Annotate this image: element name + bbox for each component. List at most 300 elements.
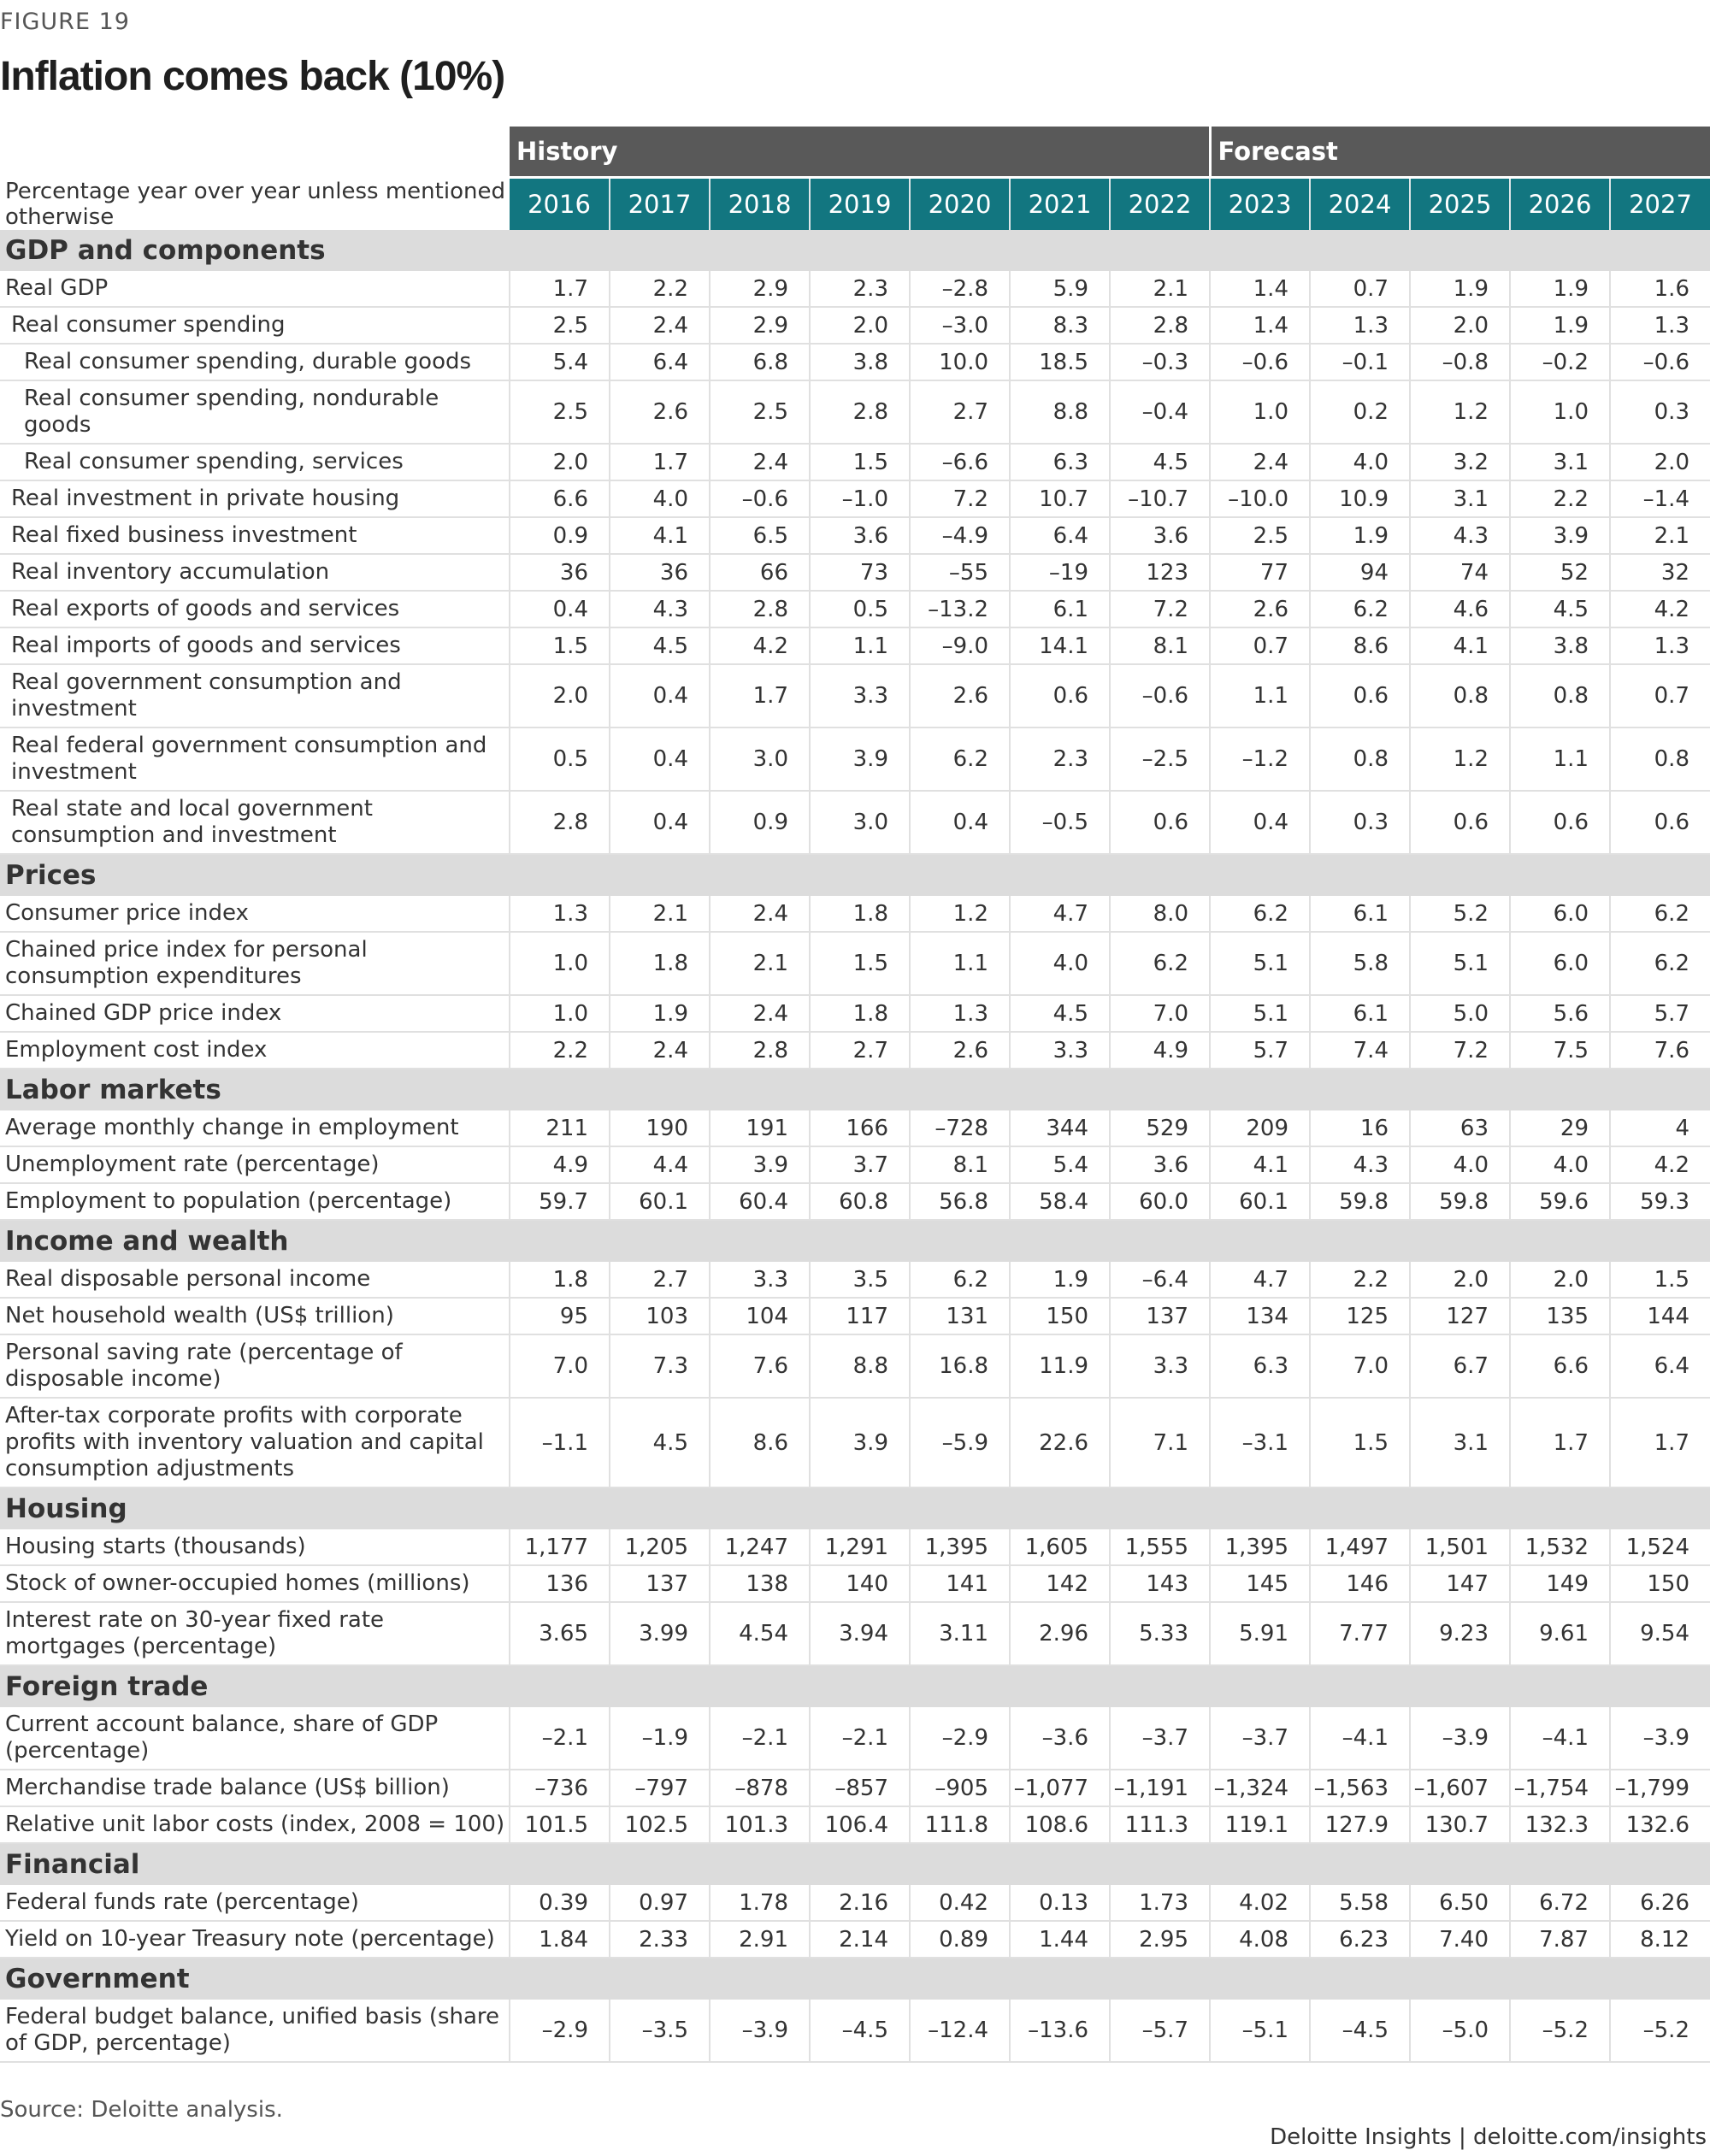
value-cell: 11.9 bbox=[1010, 1334, 1110, 1398]
value-cell: –0.8 bbox=[1410, 344, 1510, 380]
value-cell: 4.2 bbox=[1610, 591, 1710, 627]
value-cell: 5.33 bbox=[1110, 1602, 1210, 1665]
value-cell: 7.3 bbox=[610, 1334, 710, 1398]
value-cell: –1.9 bbox=[610, 1707, 710, 1770]
value-cell: –1.1 bbox=[510, 1398, 610, 1487]
value-cell: 2.5 bbox=[710, 380, 810, 444]
value-cell: 0.7 bbox=[1210, 627, 1310, 664]
value-cell: –0.1 bbox=[1310, 344, 1410, 380]
value-cell: 0.3 bbox=[1310, 791, 1410, 854]
value-cell: 3.2 bbox=[1410, 444, 1510, 480]
value-cell: 7.5 bbox=[1510, 1032, 1610, 1069]
value-cell: –10.0 bbox=[1210, 480, 1310, 517]
table-row bbox=[0, 307, 1710, 344]
value-cell: 2.0 bbox=[1410, 307, 1510, 344]
value-cell: 3.9 bbox=[810, 728, 910, 791]
section-title: Financial bbox=[0, 1843, 1710, 1885]
value-cell: –3.7 bbox=[1110, 1707, 1210, 1770]
value-cell: 8.8 bbox=[1010, 380, 1110, 444]
row-label: Federal budget balance, unified basis (share of GDP, percentage) bbox=[0, 2000, 510, 2062]
value-cell: 4.7 bbox=[1210, 1262, 1310, 1298]
figure-title: Inflation comes back (10%) bbox=[0, 54, 505, 99]
value-cell: –0.5 bbox=[1010, 791, 1110, 854]
row-label: Chained GDP price index bbox=[0, 995, 510, 1032]
value-cell: 1.8 bbox=[510, 1262, 610, 1298]
value-cell: 2.8 bbox=[810, 380, 910, 444]
value-cell: 6.2 bbox=[1610, 932, 1710, 995]
value-cell: 1.0 bbox=[510, 932, 610, 995]
value-cell: 3.9 bbox=[1510, 517, 1610, 554]
value-cell: 130.7 bbox=[1410, 1806, 1510, 1843]
value-cell: 8.6 bbox=[710, 1398, 810, 1487]
value-cell: 0.4 bbox=[1210, 791, 1310, 854]
value-cell: 2.0 bbox=[810, 307, 910, 344]
section-title: Housing bbox=[0, 1487, 1710, 1529]
value-cell: 1.7 bbox=[1610, 1398, 1710, 1487]
value-cell: 6.2 bbox=[1310, 591, 1410, 627]
value-cell: –3.1 bbox=[1210, 1398, 1310, 1487]
value-cell: 36 bbox=[610, 554, 710, 591]
row-label: Real inventory accumulation bbox=[0, 554, 510, 591]
table-row bbox=[0, 271, 1710, 307]
value-cell: 8.6 bbox=[1310, 627, 1410, 664]
value-cell: 101.5 bbox=[510, 1806, 610, 1843]
value-cell: 4.3 bbox=[610, 591, 710, 627]
value-cell: 0.5 bbox=[510, 728, 610, 791]
value-cell: 102.5 bbox=[610, 1806, 710, 1843]
value-cell: 4.7 bbox=[1010, 896, 1110, 932]
value-cell: 125 bbox=[1310, 1298, 1410, 1334]
value-cell: 2.91 bbox=[710, 1921, 810, 1958]
value-cell: 6.2 bbox=[910, 728, 1010, 791]
value-cell: 66 bbox=[710, 554, 810, 591]
row-label: Real fixed business investment bbox=[0, 517, 510, 554]
value-cell: 127 bbox=[1410, 1298, 1510, 1334]
value-cell: 8.3 bbox=[1010, 307, 1110, 344]
value-cell: 4.1 bbox=[1210, 1146, 1310, 1183]
value-cell: 7.2 bbox=[1110, 591, 1210, 627]
value-cell: 191 bbox=[710, 1110, 810, 1146]
value-cell: 16 bbox=[1310, 1110, 1410, 1146]
row-label: Real consumer spending bbox=[0, 307, 510, 344]
value-cell: 2.9 bbox=[710, 271, 810, 307]
table-row bbox=[0, 1110, 1710, 1146]
year-header: 2022 bbox=[1110, 178, 1210, 231]
value-cell: 2.2 bbox=[1310, 1262, 1410, 1298]
value-cell: 60.8 bbox=[810, 1183, 910, 1220]
value-cell: 1.1 bbox=[810, 627, 910, 664]
value-cell: 147 bbox=[1410, 1565, 1510, 1602]
value-cell: 2.6 bbox=[610, 380, 710, 444]
section-title: Government bbox=[0, 1958, 1710, 2000]
value-cell: 2.4 bbox=[710, 444, 810, 480]
value-cell: 2.0 bbox=[510, 664, 610, 728]
value-cell: 1.9 bbox=[610, 995, 710, 1032]
table-row bbox=[0, 344, 1710, 380]
value-cell: 59.8 bbox=[1310, 1183, 1410, 1220]
value-cell: 59.7 bbox=[510, 1183, 610, 1220]
value-cell: 1,532 bbox=[1510, 1529, 1610, 1565]
value-cell: 0.3 bbox=[1610, 380, 1710, 444]
row-label: Current account balance, share of GDP (percentage) bbox=[0, 1707, 510, 1770]
value-cell: 4.5 bbox=[610, 627, 710, 664]
value-cell: –5.7 bbox=[1110, 2000, 1210, 2062]
value-cell: 1.0 bbox=[1510, 380, 1610, 444]
value-cell: 0.8 bbox=[1310, 728, 1410, 791]
value-cell: 7.77 bbox=[1310, 1602, 1410, 1665]
value-cell: 0.4 bbox=[510, 591, 610, 627]
value-cell: 4.9 bbox=[510, 1146, 610, 1183]
value-cell: 3.1 bbox=[1410, 480, 1510, 517]
period-header-row bbox=[0, 127, 1710, 178]
value-cell: 59.3 bbox=[1610, 1183, 1710, 1220]
value-cell: 18.5 bbox=[1010, 344, 1110, 380]
value-cell: 60.0 bbox=[1110, 1183, 1210, 1220]
value-cell: 1.8 bbox=[810, 896, 910, 932]
value-cell: 3.3 bbox=[1010, 1032, 1110, 1069]
value-cell: –2.1 bbox=[810, 1707, 910, 1770]
value-cell: 2.0 bbox=[510, 444, 610, 480]
row-label: Personal saving rate (percentage of disposable income) bbox=[0, 1334, 510, 1398]
value-cell: 1,497 bbox=[1310, 1529, 1410, 1565]
value-cell: 1.9 bbox=[1510, 271, 1610, 307]
value-cell: 74 bbox=[1410, 554, 1510, 591]
value-cell: 119.1 bbox=[1210, 1806, 1310, 1843]
value-cell: 166 bbox=[810, 1110, 910, 1146]
value-cell: 1.5 bbox=[510, 627, 610, 664]
value-cell: 7.87 bbox=[1510, 1921, 1610, 1958]
value-cell: 6.2 bbox=[910, 1262, 1010, 1298]
value-cell: 1.2 bbox=[910, 896, 1010, 932]
value-cell: –728 bbox=[910, 1110, 1010, 1146]
year-header: 2025 bbox=[1410, 178, 1510, 231]
value-cell: 77 bbox=[1210, 554, 1310, 591]
row-label: Real state and local government consumption and investment bbox=[0, 791, 510, 854]
credit-line: Deloitte Insights | deloitte.com/insights bbox=[1270, 2124, 1707, 2150]
value-cell: –5.2 bbox=[1610, 2000, 1710, 2062]
value-cell: 2.8 bbox=[510, 791, 610, 854]
value-cell: 127.9 bbox=[1310, 1806, 1410, 1843]
value-cell: 4.0 bbox=[1410, 1146, 1510, 1183]
value-cell: –905 bbox=[910, 1770, 1010, 1806]
table-row bbox=[0, 1565, 1710, 1602]
value-cell: 5.0 bbox=[1410, 995, 1510, 1032]
value-cell: 138 bbox=[710, 1565, 810, 1602]
value-cell: 4.3 bbox=[1410, 517, 1510, 554]
value-cell: 1.3 bbox=[510, 896, 610, 932]
value-cell: 4.54 bbox=[710, 1602, 810, 1665]
value-cell: 1.1 bbox=[1510, 728, 1610, 791]
year-header: 2020 bbox=[910, 178, 1010, 231]
value-cell: 6.1 bbox=[1010, 591, 1110, 627]
value-cell: 4.5 bbox=[1510, 591, 1610, 627]
value-cell: 6.1 bbox=[1310, 896, 1410, 932]
value-cell: 211 bbox=[510, 1110, 610, 1146]
figure-label: FIGURE 19 bbox=[0, 9, 130, 35]
row-label: Chained price index for personal consumption expenditures bbox=[0, 932, 510, 995]
period-header-spacer bbox=[0, 127, 510, 178]
value-cell: 59.6 bbox=[1510, 1183, 1610, 1220]
value-cell: 1.7 bbox=[1510, 1398, 1610, 1487]
table-row bbox=[0, 1398, 1710, 1487]
year-header: 2016 bbox=[510, 178, 610, 231]
table-row bbox=[0, 380, 1710, 444]
value-cell: 2.4 bbox=[610, 1032, 710, 1069]
value-cell: 1.5 bbox=[810, 444, 910, 480]
value-cell: 1.4 bbox=[1210, 271, 1310, 307]
value-cell: 123 bbox=[1110, 554, 1210, 591]
row-label: Employment to population (percentage) bbox=[0, 1183, 510, 1220]
value-cell: 0.4 bbox=[610, 791, 710, 854]
value-cell: –1,324 bbox=[1210, 1770, 1310, 1806]
value-cell: 5.1 bbox=[1410, 932, 1510, 995]
value-cell: 140 bbox=[810, 1565, 910, 1602]
row-label: Real consumer spending, nondurable goods bbox=[0, 380, 510, 444]
value-cell: 60.1 bbox=[1210, 1183, 1310, 1220]
value-cell: 3.9 bbox=[810, 1398, 910, 1487]
value-cell: 6.0 bbox=[1510, 932, 1610, 995]
table-row bbox=[0, 1921, 1710, 1958]
value-cell: –5.9 bbox=[910, 1398, 1010, 1487]
value-cell: 3.1 bbox=[1510, 444, 1610, 480]
table-row bbox=[0, 1183, 1710, 1220]
table-row bbox=[0, 728, 1710, 791]
value-cell: –6.6 bbox=[910, 444, 1010, 480]
value-cell: 7.2 bbox=[910, 480, 1010, 517]
year-header-row bbox=[0, 178, 1710, 231]
table-row bbox=[0, 1806, 1710, 1843]
value-cell: 1.7 bbox=[610, 444, 710, 480]
value-cell: 5.91 bbox=[1210, 1602, 1310, 1665]
year-header: 2019 bbox=[810, 178, 910, 231]
value-cell: 1.0 bbox=[510, 995, 610, 1032]
value-cell: –1.0 bbox=[810, 480, 910, 517]
value-cell: 106.4 bbox=[810, 1806, 910, 1843]
value-cell: 3.6 bbox=[1110, 1146, 1210, 1183]
value-cell: 3.7 bbox=[810, 1146, 910, 1183]
value-cell: 6.72 bbox=[1510, 1885, 1610, 1921]
value-cell: 3.65 bbox=[510, 1602, 610, 1665]
row-label: Relative unit labor costs (index, 2008 = 100) bbox=[0, 1806, 510, 1843]
value-cell: 111.3 bbox=[1110, 1806, 1210, 1843]
value-cell: 3.8 bbox=[1510, 627, 1610, 664]
value-cell: 6.6 bbox=[510, 480, 610, 517]
value-cell: –6.4 bbox=[1110, 1262, 1210, 1298]
row-label: Interest rate on 30-year fixed rate mortgages (percentage) bbox=[0, 1602, 510, 1665]
value-cell: 6.3 bbox=[1210, 1334, 1310, 1398]
value-cell: 2.4 bbox=[710, 995, 810, 1032]
value-cell: 0.7 bbox=[1610, 664, 1710, 728]
value-cell: –55 bbox=[910, 554, 1010, 591]
row-label: Stock of owner-occupied homes (millions) bbox=[0, 1565, 510, 1602]
value-cell: 150 bbox=[1610, 1565, 1710, 1602]
table-row bbox=[0, 896, 1710, 932]
value-cell: 134 bbox=[1210, 1298, 1310, 1334]
value-cell: –13.6 bbox=[1010, 2000, 1110, 2062]
value-cell: 2.5 bbox=[1210, 517, 1310, 554]
value-cell: 4 bbox=[1610, 1110, 1710, 1146]
value-cell: 0.6 bbox=[1010, 664, 1110, 728]
value-cell: 5.1 bbox=[1210, 932, 1310, 995]
value-cell: 1.3 bbox=[1610, 307, 1710, 344]
value-cell: 1.5 bbox=[810, 932, 910, 995]
value-cell: –2.9 bbox=[910, 1707, 1010, 1770]
value-cell: –1,607 bbox=[1410, 1770, 1510, 1806]
value-cell: –0.6 bbox=[1210, 344, 1310, 380]
value-cell: 1,291 bbox=[810, 1529, 910, 1565]
value-cell: 6.6 bbox=[1510, 1334, 1610, 1398]
value-cell: 5.4 bbox=[510, 344, 610, 380]
value-cell: –12.4 bbox=[910, 2000, 1010, 2062]
table-row bbox=[0, 1146, 1710, 1183]
year-header: 2024 bbox=[1310, 178, 1410, 231]
value-cell: 2.0 bbox=[1410, 1262, 1510, 1298]
value-cell: 4.0 bbox=[1310, 444, 1410, 480]
value-cell: –2.1 bbox=[710, 1707, 810, 1770]
value-cell: 0.8 bbox=[1610, 728, 1710, 791]
value-cell: 1.9 bbox=[1010, 1262, 1110, 1298]
section-header-row bbox=[0, 230, 1710, 271]
value-cell: 1.2 bbox=[1410, 380, 1510, 444]
value-cell: 60.1 bbox=[610, 1183, 710, 1220]
value-cell: 0.89 bbox=[910, 1921, 1010, 1958]
value-cell: –3.7 bbox=[1210, 1707, 1310, 1770]
value-cell: 137 bbox=[610, 1565, 710, 1602]
row-label: Merchandise trade balance (US$ billion) bbox=[0, 1770, 510, 1806]
table-row bbox=[0, 480, 1710, 517]
table-row bbox=[0, 1602, 1710, 1665]
value-cell: 2.2 bbox=[610, 271, 710, 307]
value-cell: 0.9 bbox=[510, 517, 610, 554]
value-cell: 4.9 bbox=[1110, 1032, 1210, 1069]
value-cell: 0.4 bbox=[610, 728, 710, 791]
value-cell: –1.4 bbox=[1610, 480, 1710, 517]
value-cell: 144 bbox=[1610, 1298, 1710, 1334]
value-cell: 4.08 bbox=[1210, 1921, 1310, 1958]
value-cell: –5.2 bbox=[1510, 2000, 1610, 2062]
value-cell: 2.16 bbox=[810, 1885, 910, 1921]
value-cell: 10.9 bbox=[1310, 480, 1410, 517]
value-cell: 52 bbox=[1510, 554, 1610, 591]
table-row bbox=[0, 627, 1710, 664]
value-cell: 1,395 bbox=[1210, 1529, 1310, 1565]
value-cell: 1.44 bbox=[1010, 1921, 1110, 1958]
row-label: Average monthly change in employment bbox=[0, 1110, 510, 1146]
value-cell: 5.9 bbox=[1010, 271, 1110, 307]
value-cell: 1.9 bbox=[1510, 307, 1610, 344]
value-cell: 2.6 bbox=[1210, 591, 1310, 627]
value-cell: –1,077 bbox=[1010, 1770, 1110, 1806]
value-cell: –2.1 bbox=[510, 1707, 610, 1770]
value-cell: 95 bbox=[510, 1298, 610, 1334]
value-cell: 6.1 bbox=[1310, 995, 1410, 1032]
year-header: 2026 bbox=[1510, 178, 1610, 231]
value-cell: 1.8 bbox=[610, 932, 710, 995]
value-cell: 111.8 bbox=[910, 1806, 1010, 1843]
value-cell: 1,501 bbox=[1410, 1529, 1510, 1565]
value-cell: 145 bbox=[1210, 1565, 1310, 1602]
value-cell: 1.9 bbox=[1310, 517, 1410, 554]
value-cell: 7.0 bbox=[1110, 995, 1210, 1032]
table-row bbox=[0, 932, 1710, 995]
value-cell: 6.3 bbox=[1010, 444, 1110, 480]
value-cell: –2.5 bbox=[1110, 728, 1210, 791]
history-header: History bbox=[510, 127, 1210, 178]
value-cell: 0.8 bbox=[1410, 664, 1510, 728]
value-cell: –13.2 bbox=[910, 591, 1010, 627]
value-cell: –3.5 bbox=[610, 2000, 710, 2062]
value-cell: 2.0 bbox=[1510, 1262, 1610, 1298]
section-header-row bbox=[0, 1958, 1710, 2000]
table-row bbox=[0, 444, 1710, 480]
value-cell: 149 bbox=[1510, 1565, 1610, 1602]
value-cell: 5.7 bbox=[1610, 995, 1710, 1032]
value-cell: 2.1 bbox=[710, 932, 810, 995]
value-cell: 9.23 bbox=[1410, 1602, 1510, 1665]
section-header-row bbox=[0, 1220, 1710, 1262]
table-row bbox=[0, 1707, 1710, 1770]
value-cell: 4.3 bbox=[1310, 1146, 1410, 1183]
value-cell: 2.2 bbox=[1510, 480, 1610, 517]
value-cell: –3.9 bbox=[710, 2000, 810, 2062]
section-title: Labor markets bbox=[0, 1069, 1710, 1110]
value-cell: 59.8 bbox=[1410, 1183, 1510, 1220]
row-label: Federal funds rate (percentage) bbox=[0, 1885, 510, 1921]
year-header: 2023 bbox=[1210, 178, 1310, 231]
value-cell: 7.0 bbox=[1310, 1334, 1410, 1398]
section-header-row bbox=[0, 1069, 1710, 1110]
table-row bbox=[0, 2000, 1710, 2062]
value-cell: 141 bbox=[910, 1565, 1010, 1602]
value-cell: 6.5 bbox=[710, 517, 810, 554]
value-cell: 8.1 bbox=[910, 1146, 1010, 1183]
value-cell: 6.0 bbox=[1510, 896, 1610, 932]
value-cell: 146 bbox=[1310, 1565, 1410, 1602]
row-label: Yield on 10-year Treasury note (percentage) bbox=[0, 1921, 510, 1958]
value-cell: 4.0 bbox=[1510, 1146, 1610, 1183]
value-cell: 2.7 bbox=[910, 380, 1010, 444]
value-cell: –4.1 bbox=[1310, 1707, 1410, 1770]
value-cell: 22.6 bbox=[1010, 1398, 1110, 1487]
row-label: After-tax corporate profits with corporate profits with inventory valuation and capital consumption adjustments bbox=[0, 1398, 510, 1487]
section-header-row bbox=[0, 1665, 1710, 1707]
value-cell: –0.2 bbox=[1510, 344, 1610, 380]
value-cell: 5.2 bbox=[1410, 896, 1510, 932]
value-cell: 3.11 bbox=[910, 1602, 1010, 1665]
value-cell: 4.2 bbox=[710, 627, 810, 664]
value-cell: –3.9 bbox=[1410, 1707, 1510, 1770]
table-row bbox=[0, 664, 1710, 728]
section-title: Prices bbox=[0, 854, 1710, 896]
value-cell: 5.6 bbox=[1510, 995, 1610, 1032]
table-row bbox=[0, 1334, 1710, 1398]
value-cell: –857 bbox=[810, 1770, 910, 1806]
year-header: 2018 bbox=[710, 178, 810, 231]
value-cell: 2.4 bbox=[710, 896, 810, 932]
value-cell: 1.7 bbox=[710, 664, 810, 728]
value-cell: –5.0 bbox=[1410, 2000, 1510, 2062]
value-cell: 1.73 bbox=[1110, 1885, 1210, 1921]
value-cell: 0.4 bbox=[910, 791, 1010, 854]
section-header-row bbox=[0, 1487, 1710, 1529]
value-cell: 0.97 bbox=[610, 1885, 710, 1921]
value-cell: 3.3 bbox=[1110, 1334, 1210, 1398]
value-cell: 4.6 bbox=[1410, 591, 1510, 627]
value-cell: 150 bbox=[1010, 1298, 1110, 1334]
value-cell: 6.26 bbox=[1610, 1885, 1710, 1921]
value-cell: 10.0 bbox=[910, 344, 1010, 380]
value-cell: 1.1 bbox=[910, 932, 1010, 995]
